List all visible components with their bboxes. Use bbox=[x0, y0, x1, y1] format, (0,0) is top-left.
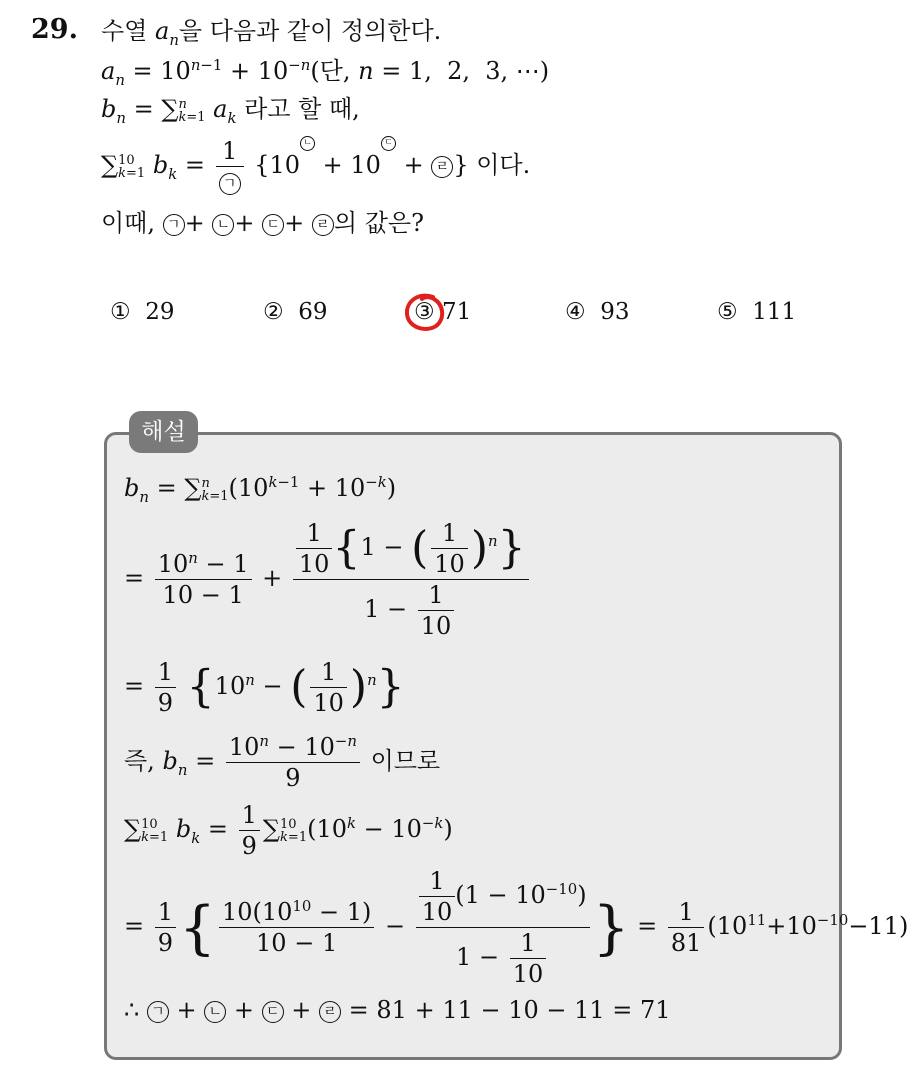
answer-circle-mark bbox=[403, 291, 447, 335]
problem-line-3: $b_n = \sum n$ k=1 $a_k$ 라고 할 때, bbox=[101, 95, 360, 127]
problem-line-1: 수열 $a_n$을 다음과 같이 정의한다. bbox=[101, 17, 442, 49]
solution-line-3: = $\frac{1}{9}$ {$10^n$ − ( $\frac{1}{10}$ )$^n$} bbox=[124, 658, 405, 717]
choice-1[interactable]: ① 29 bbox=[110, 299, 175, 325]
problem-line-5: 이때, ㄱ + ㄴ + ㄷ + ㄹ 의 값은? bbox=[101, 209, 424, 237]
solution-line-5: ∑10 k=1 $b_k$ = $\frac{1}{9}$ ∑10 $k=1(10^k - 10^{-k})$ bbox=[124, 801, 453, 860]
solution-line-6: = $\frac{1}{9}$ { $\frac{10(10^{10} - 1)}{10 - 1}$ − $\frac{1}{10}$ $(1 - 10^{-10})$ 1 − $\frac{1}{10}$ } = $\frac{1}{81}$ $(10^{11}+10^{-10}-11)$ bbox=[124, 867, 908, 988]
choice-5[interactable]: ⑤ 111 bbox=[717, 299, 797, 325]
choice-4[interactable]: ④ 93 bbox=[565, 299, 630, 325]
choice-3[interactable]: ③ 71 bbox=[414, 299, 472, 325]
solution-tag: 해설 bbox=[129, 411, 198, 453]
choice-2[interactable]: ② 69 bbox=[263, 299, 328, 325]
solution-line-2: = $\frac{10^n - 1}{10 - 1}$ + $\frac{1}{10}$ {1 − ( $\frac{1}{10}$ )$^n$} 1 − $\frac{1}{10}$ bbox=[124, 518, 532, 641]
solution-line-4: 즉, $b_n$ = $\frac{10^n - 10^{-n}}{9}$ 이므로 bbox=[124, 732, 441, 792]
question-number: 29. bbox=[31, 14, 78, 45]
solution-line-1: $b_n = \sum n$ $k=1(10^{k-1} + 10^{-k})$ bbox=[124, 473, 397, 506]
solution-line-7: ∴ ㄱ + ㄴ + ㄷ + ㄹ = 81 + 11 − 10 − 11 = 71 bbox=[124, 996, 671, 1024]
problem-line-2: $a_n = 10^{n-1} + 10^{-n}$(단, n = 1, 2, 3, ⋯) bbox=[101, 56, 550, 89]
problem-line-4: ∑10 k=1 $b_k$ = $\frac{1}{\text{ㄱ}}$ {10ㄴ + 10ㄷ + ㄹ } 이다. bbox=[101, 136, 530, 197]
